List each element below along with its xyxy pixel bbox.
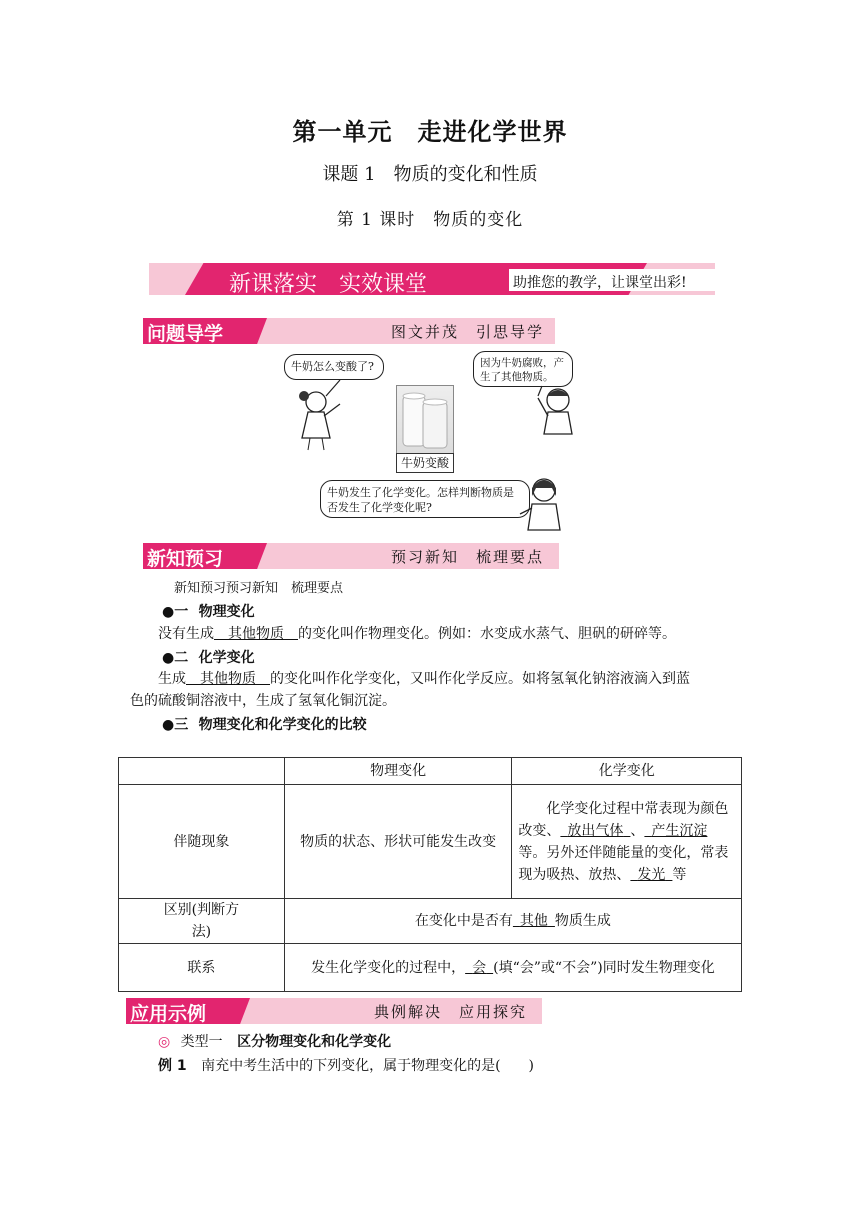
target-icon: ◎ [158,1034,171,1050]
table-row [119,785,742,899]
banner-tagline: 助推您的教学，让课堂出彩! [509,269,715,291]
fill-blank: 其他物质 [228,626,284,642]
lesson-title: 课题 1 物质的变化和性质 [322,164,538,185]
section-header-examples [126,998,542,1024]
teacher-figure-icon [518,474,568,532]
table-row [119,758,742,785]
speech-bubble-girl: 牛奶怎么变酸了? [284,354,384,380]
preview-intro: 新知预习预习新知 梳理要点 [174,581,344,596]
milk-caption: 牛奶变酸 [396,453,454,473]
paragraph-chemical-change-cont: 色的硫酸铜溶液中，生成了氢氧化铜沉淀。 [130,693,396,709]
row-head-relation: 联系 [119,944,285,992]
paragraph-chemical-change: 生成 其他物质 的变化叫作化学变化，又叫作化学反应。如将氢氧化钠溶液滴入到蓝 [158,671,690,687]
row-head-difference: 区别(判断方法) [119,899,285,944]
speech-bubble-boy: 因为牛奶腐败，产生了其他物质。 [473,351,573,387]
table-row [119,944,742,992]
cell-relation: 发生化学变化的过程中， 会 (填“会”或“不会”)同时发生物理变化 [284,944,741,992]
row-head-phenomena: 伴随现象 [119,785,285,899]
speech-bubble-teacher: 牛奶发生了化学变化。怎样判断物质是否发生了化学变化呢? [320,480,530,518]
section-subtitle: 图文并茂 引思导学 [391,323,545,341]
boy-figure-icon [532,384,582,436]
section-subtitle: 预习新知 梳理要点 [391,548,545,566]
section-label: 问题导学 [147,323,224,345]
period-title: 第 1 课时 物质的变化 [336,210,524,230]
table-header-physical: 物理变化 [284,758,512,785]
table-row [119,899,742,944]
girl-figure-icon [290,378,370,454]
example-question: 例 1 南充中考生活中的下列变化，属于物理变化的是( ) [158,1058,535,1074]
section-banner [149,263,715,295]
paragraph-physical-change: 没有生成 其他物质 的变化叫作物理变化。例如：水变成水蒸气、胆矾的研碎等。 [158,626,676,642]
fill-blank: 其他物质 [200,671,256,687]
heading-physical-change: ●一 物理变化 [162,604,255,620]
comparison-table [118,757,742,992]
banner-main-text: 新课落实 实效课堂 [229,272,428,297]
section-subtitle: 典例解决 应用探究 [374,1003,528,1021]
cell-chemical-phenomena: 化学变化过程中常表现为颜色改变、 放出气体 、 产生沉淀等。另外还伴随能量的变化，常表现为吸热、放热、 发光 等 [512,785,742,899]
section-label: 应用示例 [130,1003,207,1025]
table-header-chemical: 化学变化 [512,758,742,785]
section-header-preview [143,543,559,569]
section-label: 新知预习 [147,548,224,570]
cell-difference: 在变化中是否有 其他 物质生成 [284,899,741,944]
heading-chemical-change: ●二 化学变化 [162,650,255,666]
milk-glass-icon [397,386,455,454]
section-header-guide [143,318,555,344]
type-heading: ◎ 类型一 区分物理变化和化学变化 [158,1034,392,1050]
heading-comparison: ●三 物理变化和化学变化的比较 [162,717,367,733]
unit-title: 第一单元 走进化学世界 [292,117,568,146]
cell-physical-phenomena: 物质的状态、形状可能发生改变 [284,785,512,899]
